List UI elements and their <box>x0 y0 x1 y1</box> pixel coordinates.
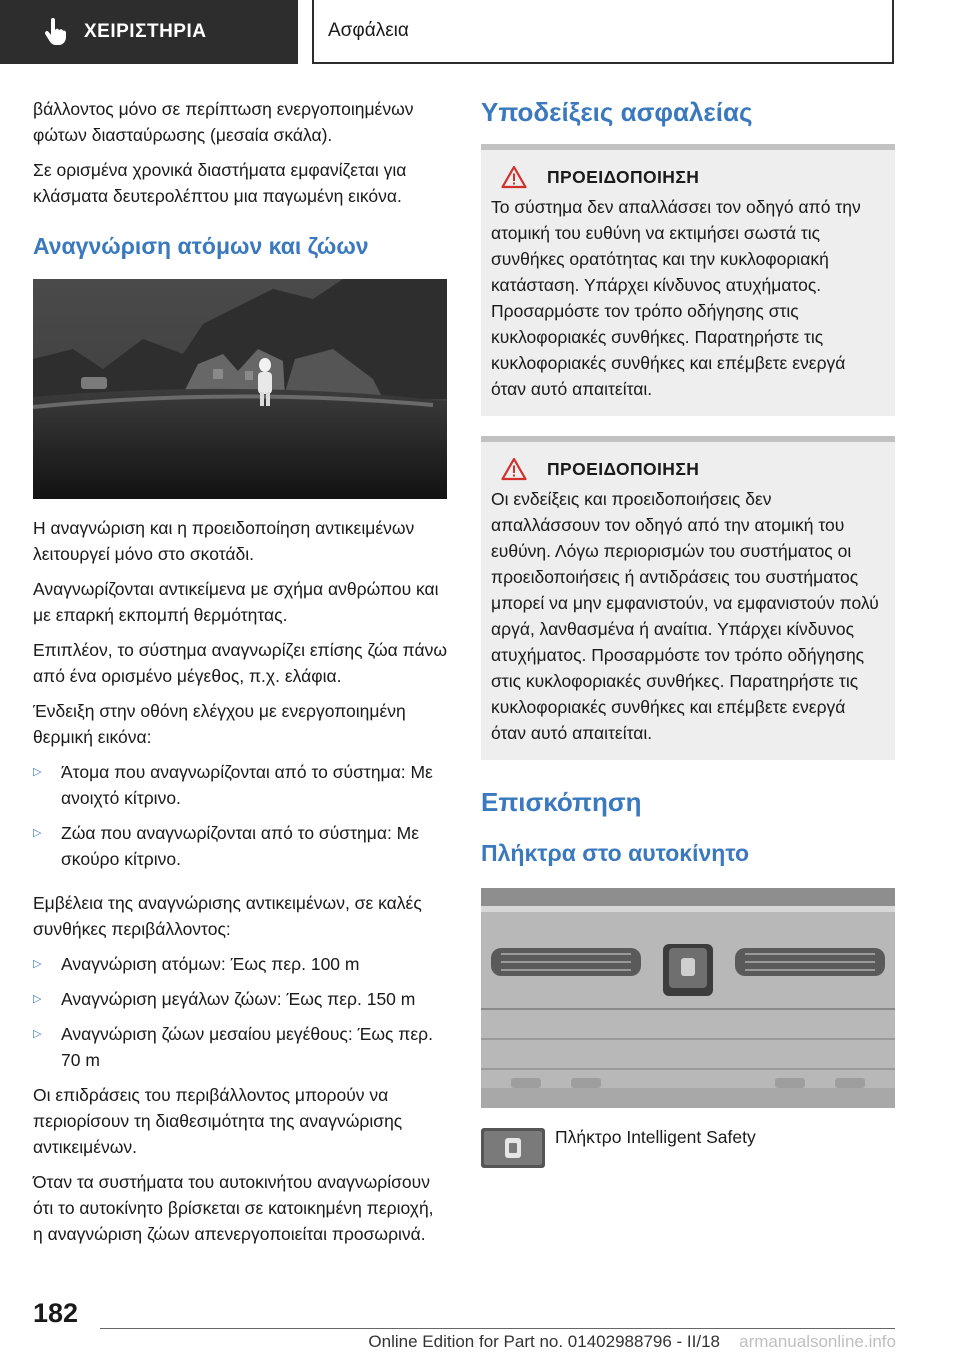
warning-text: Το σύστημα δεν απαλλάσσει τον οδηγό από την ατομική του ευθύνη να εκτιμήσει σωστά τις συνθήκες ορατότητας και την κυκλοφοριακή κατάσταση. Υπάρχει κίνδυνος ατυχήματος. Προσαρμόστε τον τρόπο οδήγησης στις κυκλοφοριακές συνθήκες. Παρατηρήστε τις κυκλοφοριακές συνθήκες και επέμβετε ενεργά όταν αυτό απαιτείται. <box>491 197 861 399</box>
intelligent-safety-button-icon <box>481 1128 545 1168</box>
built-up-paragraph: Όταν τα συστήματα του αυτοκινήτου αναγνωρίσουν ότι το αυτοκίνητο βρίσκεται σε κατοικημένη περιοχή, η αναγνώριση ζώων απενεργοποιείται προσωρινά. <box>33 1172 434 1244</box>
warning-triangle-icon <box>501 457 527 481</box>
warning-box <box>481 144 895 416</box>
night-vision-image <box>33 279 447 499</box>
button-caption: Πλήκτρο Intelligent Safety <box>555 1127 756 1147</box>
tab-section[interactable] <box>312 0 894 64</box>
list-item: ▷ Αναγνώριση μεγάλων ζώων: Έως περ. 150 m <box>33 986 447 1012</box>
display-paragraph: Ένδειξη στην οθόνη ελέγχου με ενεργοποιημένη θερμική εικόνα: <box>33 701 406 747</box>
top-bar <box>0 0 960 64</box>
footer-divider <box>100 1328 895 1329</box>
triangle-bullet-icon: ▷ <box>33 827 42 839</box>
list-item: ▷ Αναγνώριση ατόμων: Έως περ. 100 m <box>33 951 447 977</box>
freeze-frame-paragraph: Σε ορισμένα χρονικά διαστήματα εμφανίζεται για κλάσματα δευτερολέπτου μια παγωμένη εικόνα. <box>33 160 407 206</box>
tab-manual[interactable] <box>0 0 298 64</box>
hand-pointer-icon <box>42 18 68 46</box>
warning-text: Οι ενδείξεις και προειδοποιήσεις δεν απαλλάσσουν τον οδηγό από την ατομική του ευθύνη. Λόγω περιορισμών του συστήματος οι προειδοποιήσεις ή αντιδράσεις του συστήματος μπορεί να μην εμφανιστούν, να εμφανιστούν πολύ αργά, λανθασμένα ή αναίτια. Υπάρχει κίνδυνος ατυχήματος. Προσαρμόστε τον τρόπο οδήγησης στις κυκλοφοριακές συνθήκες. Παρατηρήστε τις κυκλοφοριακές συνθήκες και επέμβετε ενεργά όταν αυτό απαιτείται. <box>491 489 879 743</box>
right-column <box>481 96 895 1168</box>
center-console-image <box>481 888 895 1108</box>
warning-triangle-icon <box>501 165 527 189</box>
function-paragraph: Η αναγνώριση και η προειδοποίηση αντικειμένων λειτουργεί μόνο στο σκοτάδι. <box>33 518 415 564</box>
animals-paragraph: Επιπλέον, το σύστημα αναγνωρίζει επίσης ζώα πάνω από ένα ορισμένο μέγεθος, π.χ. ελάφια. <box>33 640 448 686</box>
section-heading-buttons: Πλήκτρα στο αυτοκίνητο <box>481 840 750 866</box>
tab-section-label: Ασφάλεια <box>328 20 409 41</box>
warning-title: ΠΡΟΕΙΔΟΠΟΙΗΣΗ <box>547 459 700 479</box>
triangle-bullet-icon: ▷ <box>33 1028 42 1040</box>
environment-paragraph: Οι επιδράσεις του περιβάλλοντος μπορούν να περιορίσουν τη διαθεσιμότητα της αναγνώρισης αντικειμένων. <box>33 1085 403 1157</box>
footer-edition: Online Edition for Part no. 01402988796 - II/18 <box>368 1332 720 1351</box>
warning-box <box>481 436 895 760</box>
section-heading-detection: Αναγνώριση ατόμων και ζώων <box>33 233 369 259</box>
triangle-bullet-icon: ▷ <box>33 958 42 970</box>
list-item: ▷ Άτομα που αναγνωρίζονται από το σύστημα: Με ανοιχτό κίτρινο. <box>33 759 447 811</box>
tab-manual-label: ΧΕΙΡΙΣΤΗΡΙΑ <box>84 21 207 42</box>
intro-paragraph: βάλλοντος μόνο σε περίπτωση ενεργοποιημένων φώτων διασταύρωσης (μεσαία σκάλα). <box>33 99 414 145</box>
range-paragraph: Εμβέλεια της αναγνώρισης αντικειμένων, σε καλές συνθήκες περιβάλλοντος: <box>33 893 422 939</box>
footer-watermark: armanualsonline.info <box>739 1332 896 1351</box>
triangle-bullet-icon: ▷ <box>33 766 42 778</box>
triangle-bullet-icon: ▷ <box>33 993 42 1005</box>
warning-title: ΠΡΟΕΙΔΟΠΟΙΗΣΗ <box>547 167 700 187</box>
left-column <box>33 96 447 1256</box>
shape-paragraph: Αναγνωρίζονται αντικείμενα με σχήμα ανθρώπου και με επαρκή εκπομπή θερμότητας. <box>33 579 439 625</box>
page-number: 182 <box>33 1298 79 1328</box>
section-heading-overview: Επισκόπηση <box>481 787 642 817</box>
section-heading-safety-hints: Υποδείξεις ασφαλείας <box>481 97 753 127</box>
list-item: ▷ Ζώα που αναγνωρίζονται από το σύστημα: Με σκούρο κίτρινο. <box>33 820 447 872</box>
list-item: ▷ Αναγνώριση ζώων μεσαίου μεγέθους: Έως περ. 70 m <box>33 1021 447 1073</box>
